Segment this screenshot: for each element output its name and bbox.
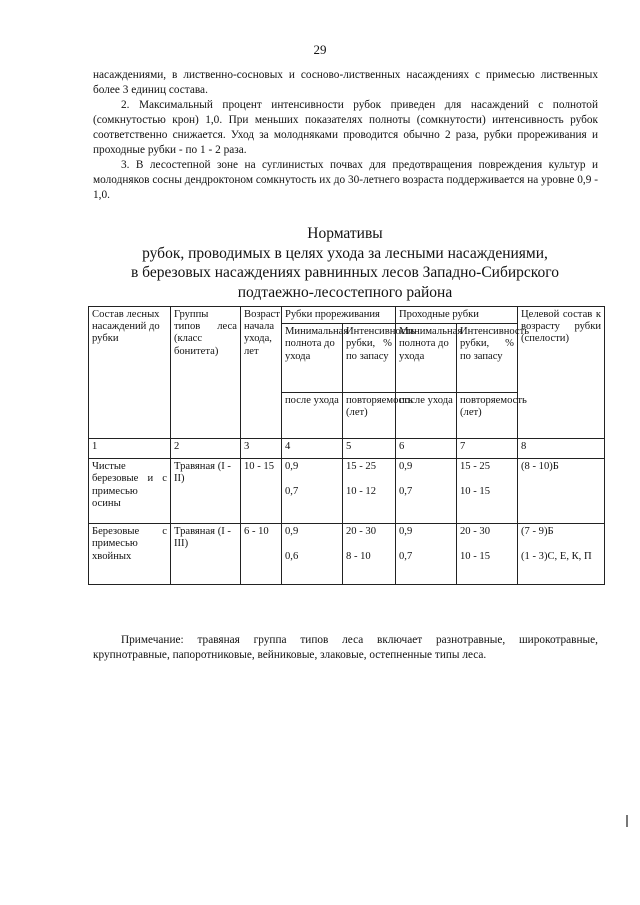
row-thinning-intensity (343, 524, 396, 585)
table-row (89, 524, 605, 585)
paragraph-continuation: насаждениями, в лиственно-сосновых и сосново-лиственных насаждениях с примесью лиственных более 3 единиц состава. (93, 69, 598, 96)
passing-after-care: 0,7 (399, 486, 413, 498)
header-thinning-intensity: Интенсивность рубки, % по запасу (343, 324, 396, 393)
scan-artifact (626, 815, 628, 827)
header-repeatability-passing: повторяемость (лет) (457, 393, 518, 439)
row-passing-density (396, 524, 457, 585)
column-number: 7 (457, 439, 518, 459)
header-repeatability: повторяемость (лет) (343, 393, 396, 439)
title-line-2: рубок, проводимых в целях ухода за лесными насаждениями, (142, 244, 548, 262)
thinning-intensity: 15 - 25 (346, 461, 377, 473)
intro-text (93, 68, 598, 203)
thinning-min-density: 0,9 (285, 526, 299, 538)
passing-repeatability: 10 - 15 (460, 551, 491, 563)
header-start-age: Возраст начала ухода, лет (241, 307, 282, 439)
norms-table (88, 306, 605, 585)
row-composition: Березовые с примесью хвойных (89, 524, 171, 585)
passing-repeatability: 10 - 15 (460, 486, 491, 498)
passing-intensity: 20 - 30 (460, 526, 491, 538)
column-number: 2 (171, 439, 241, 459)
paragraph-note-2: 2. Максимальный процент интенсивности рубок приведен для насаждений с полнотой (сомкнутостью крон) 1,0. При меньших показателях полноты (сомкнутости) интенсивность рубок соответственно снижается. Уход за молодняками проводится обычно 2 раза, рубки прореживания и проходные рубки - по 1 - 2 раза. (93, 99, 598, 156)
header-after-care: после ухода (282, 393, 343, 439)
paragraph-note-3: 3. В лесостепной зоне на суглинистых почвах для предотвращения повреждения культур и молодняков сосны дендроктоном сомкнутость их до 30-летнего возраста поддерживается на уровне 0,9 - 1,0. (93, 159, 598, 201)
header-passing-cuts: Проходные рубки (396, 307, 518, 324)
row-thinning-density (282, 459, 343, 524)
table-row (89, 459, 605, 524)
thinning-repeatability: 8 - 10 (346, 551, 371, 563)
column-number-row (89, 439, 605, 459)
row-forest-type: Травяная (I - III) (171, 524, 241, 585)
column-number: 3 (241, 439, 282, 459)
column-number: 5 (343, 439, 396, 459)
row-start-age: 10 - 15 (241, 459, 282, 524)
header-composition: Состав лесных насаждений до рубки (89, 307, 171, 439)
thinning-intensity: 20 - 30 (346, 526, 377, 538)
thinning-after-care: 0,6 (285, 551, 299, 563)
column-number: 6 (396, 439, 457, 459)
row-target-composition: (8 - 10)Б (518, 459, 605, 524)
title-line-4: подтаежно-лесостепного района (237, 283, 453, 301)
title-line-1: Нормативы (307, 225, 383, 242)
table-header-row-1 (89, 307, 605, 324)
header-passing-intensity: Интенсивность рубки, % по запасу (457, 324, 518, 393)
table-title (90, 224, 600, 302)
passing-after-care: 0,7 (399, 551, 413, 563)
column-number: 8 (518, 439, 605, 459)
row-start-age: 6 - 10 (241, 524, 282, 585)
page-number: 29 (313, 42, 327, 57)
row-forest-type: Травяная (I - II) (171, 459, 241, 524)
table-footnote: Примечание: травяная группа типов леса включает разнотравные, широкотравные, крупнотравные, папоротниковые, вейниковые, злаковые, остепненные типы леса. (93, 634, 598, 661)
row-passing-density (396, 459, 457, 524)
thinning-repeatability: 10 - 12 (346, 486, 377, 498)
target-composition-admixture: (1 - 3)С, Е, К, П (521, 551, 592, 563)
thinning-after-care: 0,7 (285, 486, 299, 498)
passing-min-density: 0,9 (399, 526, 413, 538)
row-thinning-intensity (343, 459, 396, 524)
row-passing-intensity (457, 524, 518, 585)
header-forest-type-groups: Группы типов леса (класс бонитета) (171, 307, 241, 439)
passing-min-density: 0,9 (399, 461, 413, 473)
column-number: 1 (89, 439, 171, 459)
thinning-min-density: 0,9 (285, 461, 299, 473)
header-thinning: Рубки прореживания (282, 307, 396, 324)
row-thinning-density (282, 524, 343, 585)
title-line-3: в березовых насаждениях равнинных лесов Западно-Сибирского (130, 264, 559, 281)
row-target-composition (518, 524, 605, 585)
header-target-composition: Целевой состав к возрасту рубки (спелости) (518, 307, 605, 439)
header-min-density: Минимальная полнота до ухода (282, 324, 343, 393)
passing-intensity: 15 - 25 (460, 461, 491, 473)
header-min-density-passing: Минимальная полнота до ухода (396, 324, 457, 393)
column-number: 4 (282, 439, 343, 459)
row-passing-intensity (457, 459, 518, 524)
header-after-care-passing: после ухода (396, 393, 457, 439)
row-composition: Чистые березовые и с примесью осины (89, 459, 171, 524)
target-composition-main: (7 - 9)Б (521, 526, 554, 538)
